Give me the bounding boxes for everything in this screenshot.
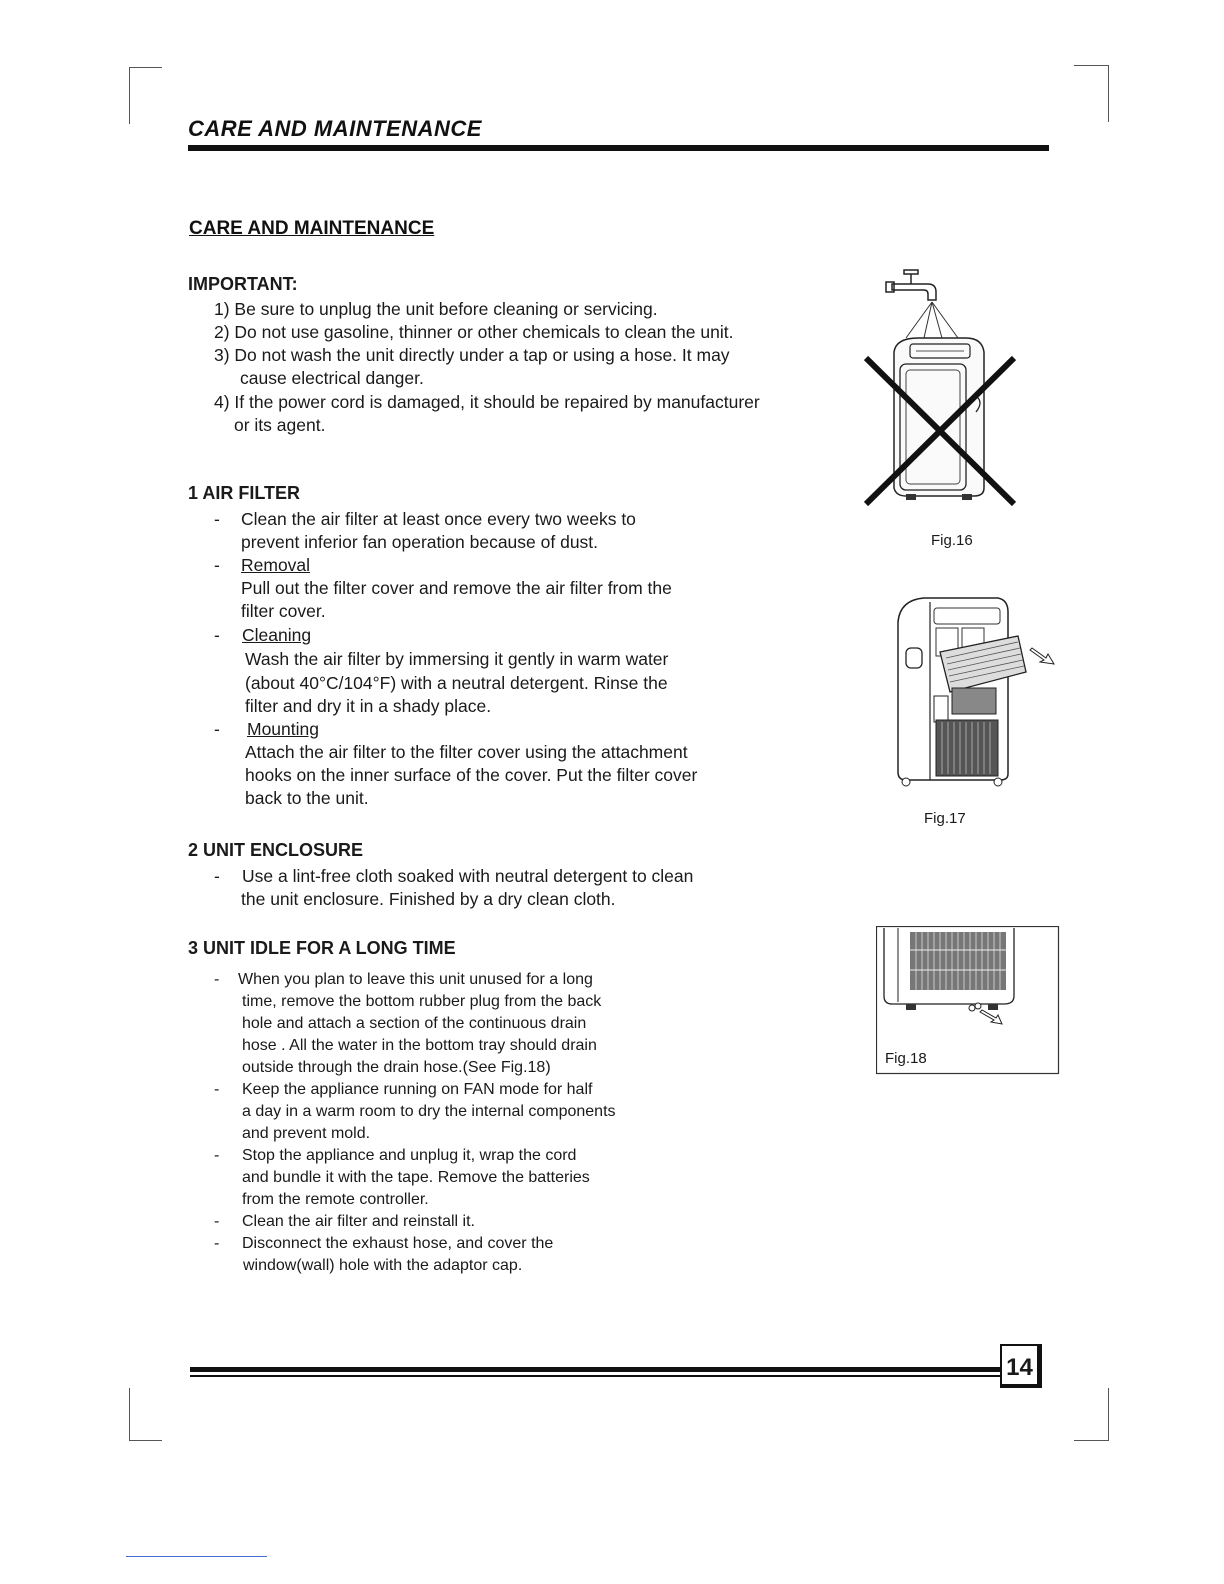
fig16-illustration <box>858 266 1024 512</box>
cleaning-text-3: filter and dry it in a shady place. <box>245 696 492 716</box>
cleaning-text-2: (about 40°C/104°F) with a neutral detergent. Rinse the <box>245 673 668 693</box>
crop-mark-bottom-left <box>129 1388 162 1441</box>
enclosure-text-1: Use a lint-free cloth soaked with neutral detergent to clean <box>242 866 694 886</box>
removal-text-1: Pull out the filter cover and remove the air filter from the <box>241 578 672 598</box>
idle-b3-2: and bundle it with the tape. Remove the batteries <box>242 1169 590 1186</box>
air-filter-heading: 1 AIR FILTER <box>188 483 300 503</box>
important-item-3: 3) Do not wash the unit directly under a tap or using a hose. It may <box>214 345 730 365</box>
idle-b5-1: Disconnect the exhaust hose, and cover the <box>242 1235 554 1252</box>
idle-b1-1: When you plan to leave this unit unused for a long <box>238 971 593 988</box>
important-item-4-cont: or its agent. <box>234 415 326 435</box>
important-item-3-cont: cause electrical danger. <box>240 368 424 388</box>
idle-b1-4: hose . All the water in the bottom tray should drain <box>242 1037 597 1054</box>
idle-b2-2: a day in a warm room to dry the internal components <box>242 1103 616 1120</box>
air-filter-intro-1: Clean the air filter at least once every two weeks to <box>241 509 636 529</box>
idle-heading: 3 UNIT IDLE FOR A LONG TIME <box>188 938 456 958</box>
mounting-text-2: hooks on the inner surface of the cover. Put the filter cover <box>245 765 698 785</box>
footer-rule <box>190 1367 1002 1372</box>
idle-b5-2: window(wall) hole with the adaptor cap. <box>243 1257 523 1274</box>
fig18-caption: Fig.18 <box>885 1050 927 1067</box>
fig17-caption: Fig.17 <box>924 810 966 827</box>
important-item-1: 1) Be sure to unplug the unit before cleaning or servicing. <box>214 299 658 319</box>
crop-mark-top-right <box>1074 65 1109 122</box>
idle-b2-3: and prevent mold. <box>242 1125 371 1142</box>
dash: - <box>214 866 220 886</box>
cleaning-title: Cleaning <box>242 625 312 645</box>
idle-b3-3: from the remote controller. <box>242 1191 429 1208</box>
cleaning-text-1: Wash the air filter by immersing it gently in warm water <box>245 649 669 669</box>
dash: - <box>214 1213 220 1230</box>
page-number: 14 <box>1000 1344 1042 1388</box>
dash: - <box>214 971 220 988</box>
header-rule <box>188 145 1049 151</box>
idle-b4-1: Clean the air filter and reinstall it. <box>242 1213 475 1230</box>
dash: - <box>214 509 220 529</box>
important-heading: IMPORTANT: <box>188 274 298 294</box>
header-title: CARE AND MAINTENANCE <box>188 116 482 141</box>
dash: - <box>214 1235 220 1252</box>
fig17-illustration <box>890 592 1060 792</box>
fig16-caption: Fig.16 <box>931 532 973 549</box>
mounting-title: Mounting <box>247 719 319 739</box>
important-item-2: 2) Do not use gasoline, thinner or other chemicals to clean the unit. <box>214 322 734 342</box>
dash: - <box>214 625 220 645</box>
crop-mark-bottom-right <box>1074 1388 1109 1441</box>
dash: - <box>214 1081 220 1098</box>
idle-b1-3: hole and attach a section of the continuous drain <box>242 1015 587 1032</box>
mounting-text-3: back to the unit. <box>245 788 369 808</box>
enclosure-text-2: the unit enclosure. Finished by a dry clean cloth. <box>241 889 616 909</box>
mounting-text-1: Attach the air filter to the filter cover using the attachment <box>245 742 688 762</box>
link-underline <box>126 1556 267 1557</box>
dash: - <box>214 719 220 739</box>
idle-b1-2: time, remove the bottom rubber plug from the back <box>242 993 602 1010</box>
air-filter-intro-2: prevent inferior fan operation because of dust. <box>241 532 599 552</box>
section-title: CARE AND MAINTENANCE <box>189 218 435 239</box>
footer-rule-thin <box>190 1375 1002 1377</box>
removal-text-2: filter cover. <box>241 601 326 621</box>
important-item-4: 4) If the power cord is damaged, it should be repaired by manufacturer <box>214 392 760 412</box>
idle-b2-1: Keep the appliance running on FAN mode for half <box>242 1081 593 1098</box>
idle-b1-5: outside through the drain hose.(See Fig.18) <box>242 1059 551 1076</box>
enclosure-heading: 2 UNIT ENCLOSURE <box>188 840 364 860</box>
idle-b3-1: Stop the appliance and unplug it, wrap the cord <box>242 1147 577 1164</box>
dash: - <box>214 1147 220 1164</box>
crop-mark-top-left <box>129 67 162 124</box>
dash: - <box>214 555 220 575</box>
removal-title: Removal <box>241 555 311 575</box>
